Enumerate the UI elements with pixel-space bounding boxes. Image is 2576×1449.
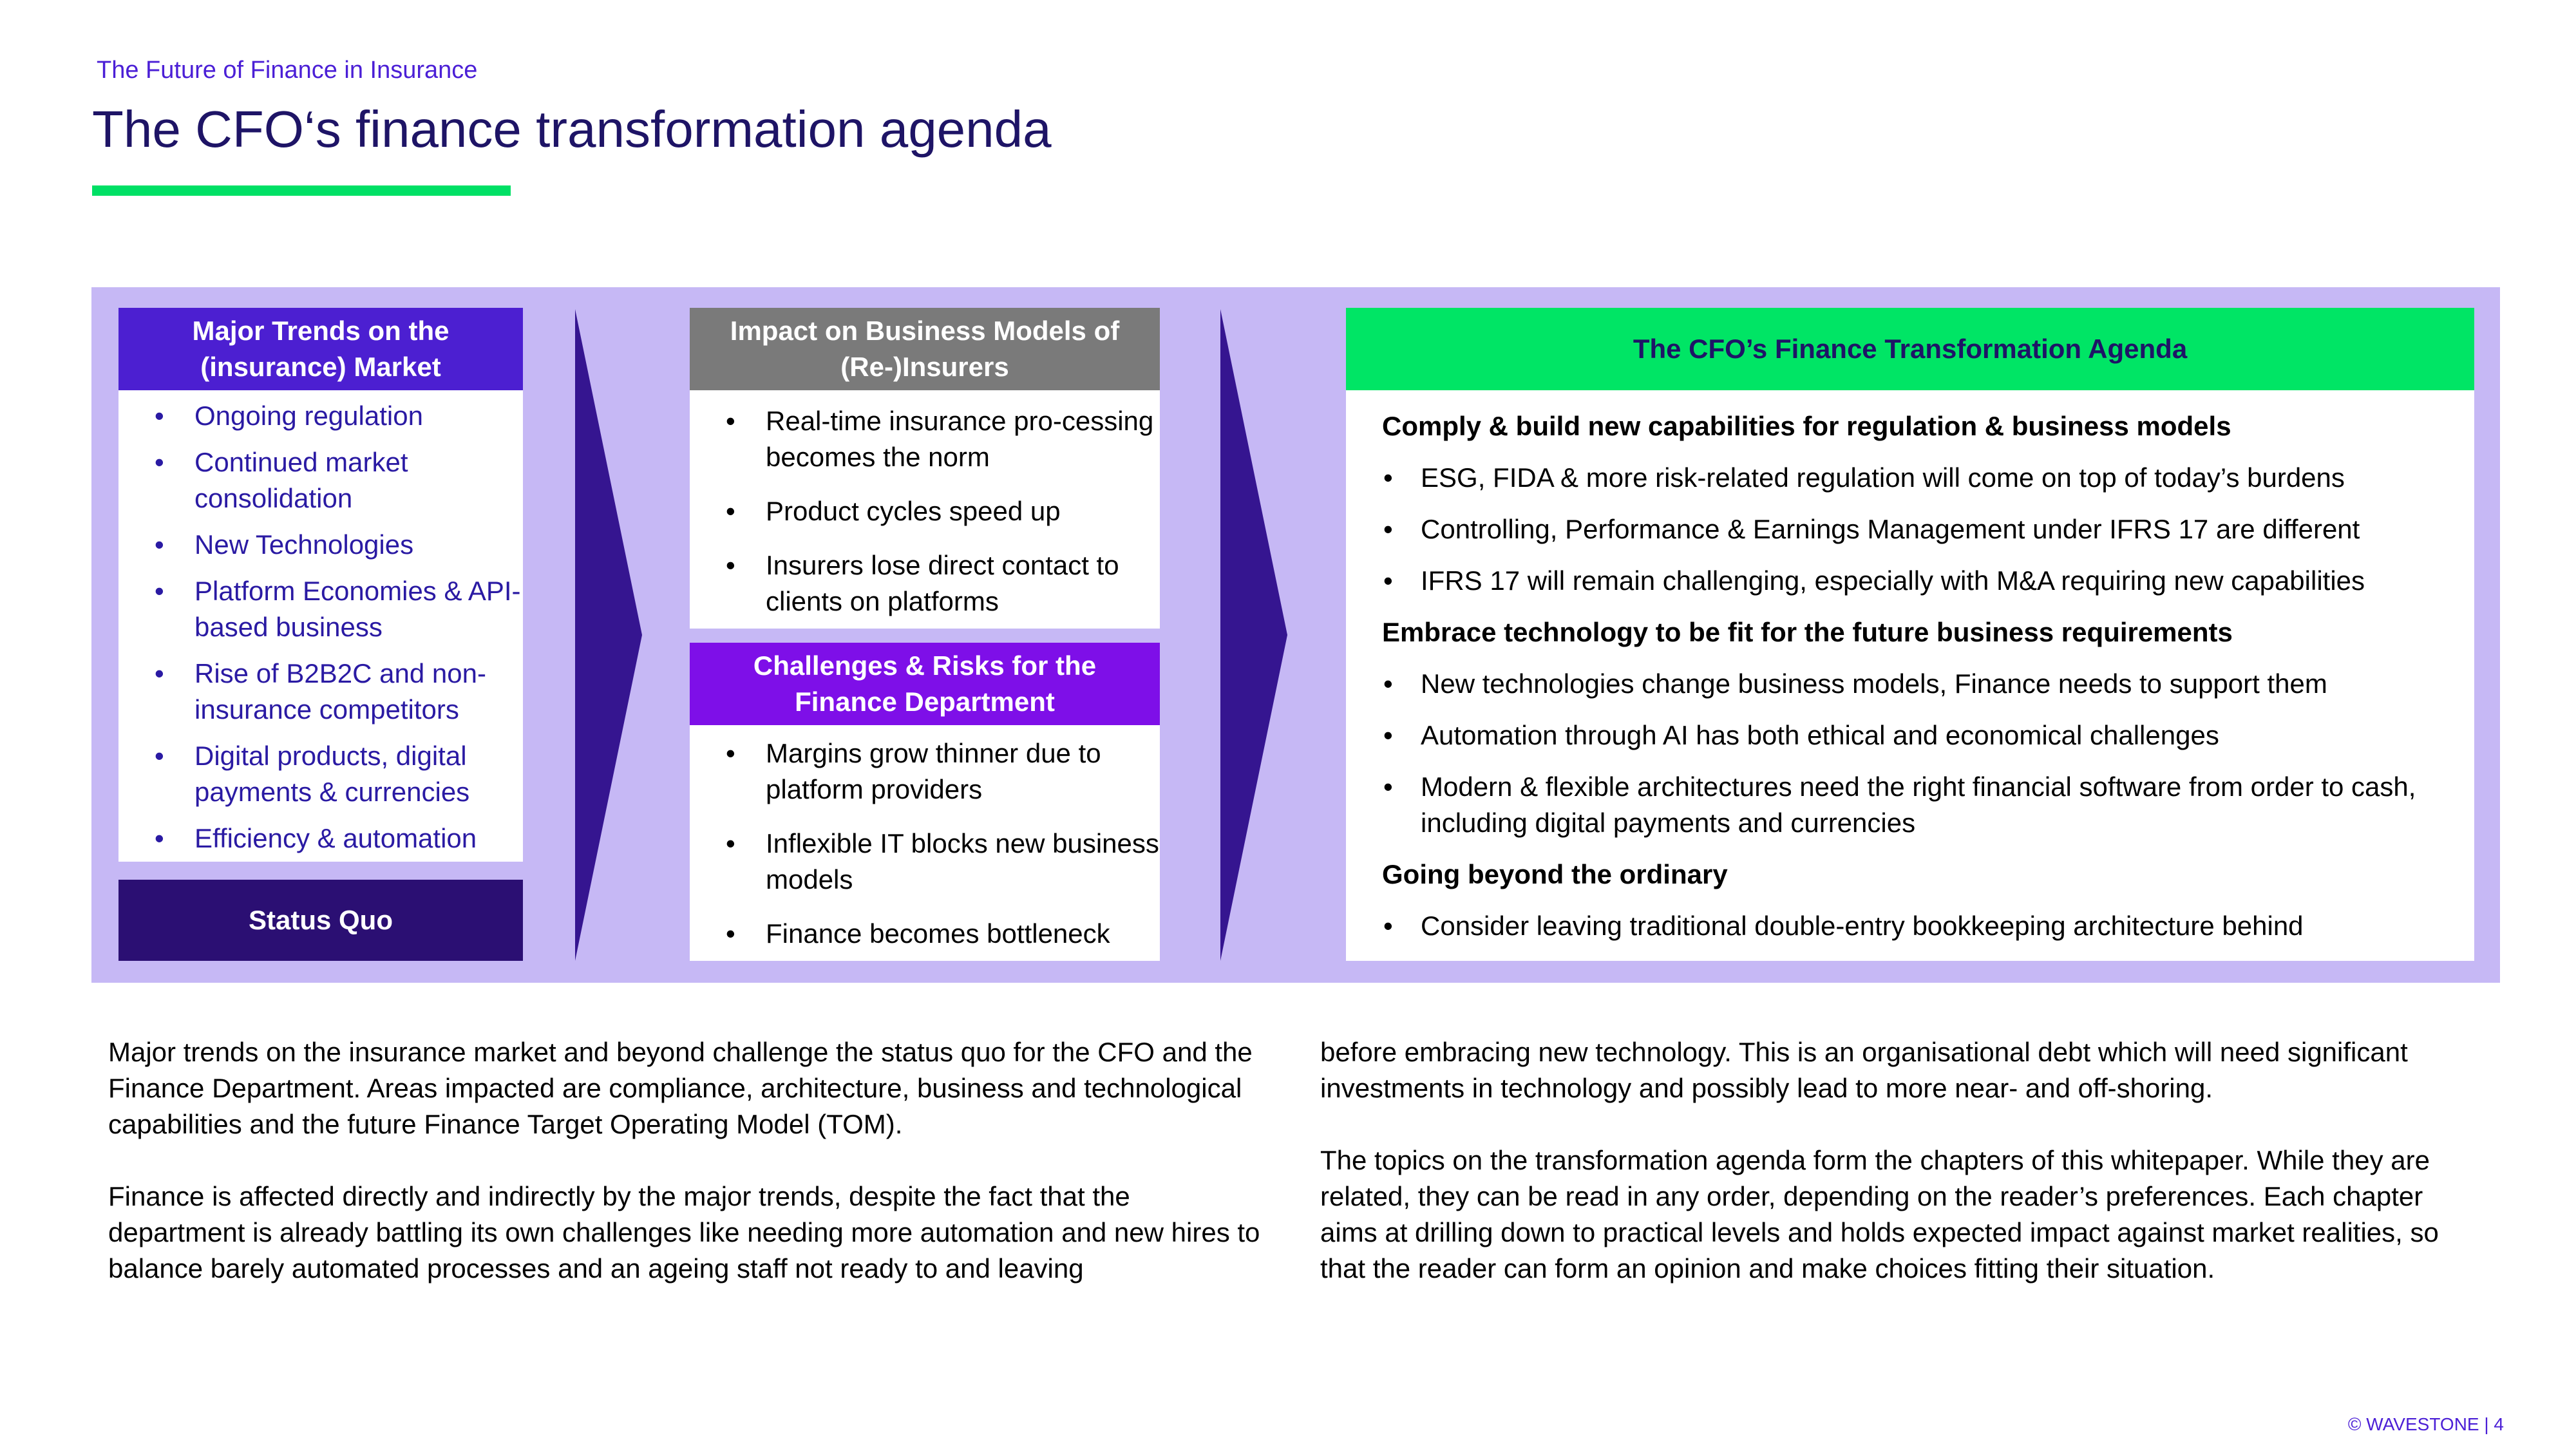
paragraph: Major trends on the insurance market and beyond challenge the status quo for the CFO and the Finance Department. Areas impacted are compliance, architecture, business and technological capabilities and the future Finance Target Operating Model (TOM). — [108, 1037, 1253, 1139]
paragraph: before embracing new technology. This is an organisational debt which will need significant investments in technology and possibly lead to more near- and off-shoring. — [1320, 1037, 2408, 1103]
agenda-list — [1382, 908, 2448, 944]
agenda-item: • IFRS 17 will remain challenging, especially with M&A requiring new capabilities — [1382, 563, 2448, 599]
impact-list — [690, 403, 1160, 620]
impact-item: • Insurers lose direct contact to clients on platforms — [690, 547, 1160, 620]
arrow-right-1 — [575, 309, 642, 961]
challenge-item: • Margins grow thinner due to platform providers — [690, 735, 1160, 808]
supertitle: The Future of Finance in Insurance — [97, 57, 478, 84]
agenda-section-heading: Embrace technology to be fit for the future business requirements — [1382, 617, 2233, 647]
agenda-item: • Modern & flexible architectures need the right financial software from order to cash, including digital payments and currencies — [1382, 769, 2448, 841]
agenda-item: • Automation through AI has both ethical and economical challenges — [1382, 717, 2448, 753]
agenda-section-heading: Going beyond the ordinary — [1382, 859, 1728, 889]
arrow-right-2 — [1220, 309, 1287, 961]
agenda-section-heading: Comply & build new capabilities for regulation & business models — [1382, 411, 2231, 441]
page-title: The CFO‘s finance transformation agenda — [92, 100, 1052, 158]
challenges-box — [690, 725, 1160, 961]
trend-item: • Digital products, digital payments & currencies — [118, 738, 523, 810]
trend-item: • Continued market consolidation — [118, 444, 523, 516]
agenda-item: • ESG, FIDA & more risk-related regulation will come on top of today’s burdens — [1382, 460, 2448, 496]
title-underline — [92, 185, 511, 196]
trends-box — [118, 390, 523, 862]
trend-item: • New Technologies — [118, 527, 523, 563]
trend-item: • Efficiency & automation — [118, 820, 523, 857]
challenges-list — [690, 735, 1160, 952]
trend-item: • Rise of B2B2C and non-insurance competitors — [118, 656, 523, 728]
impact-header: Impact on Business Models of (Re-)Insurers — [690, 308, 1160, 390]
challenges-header: Challenges & Risks for the Finance Department — [690, 643, 1160, 725]
agenda-box — [1346, 390, 2474, 961]
footer-copyright: © WAVESTONE | 4 — [2347, 1414, 2504, 1434]
agenda-item: • Consider leaving traditional double-entry bookkeeping architecture behind — [1382, 908, 2448, 944]
impact-item: • Real-time insurance pro-cessing becomes the norm — [690, 403, 1160, 475]
paragraph: Finance is affected directly and indirectly by the major trends, despite the fact that the department is already battling its own challenges like needing more automation and new hires to balance barely automated processes and an ageing staff not ready to and leaving — [108, 1181, 1260, 1283]
challenge-item: • Inflexible IT blocks new business models — [690, 826, 1160, 898]
paragraph: The topics on the transformation agenda form the chapters of this whitepaper. While they are related, they can be read in any order, depending on the reader’s preferences. Each chapter aims at drilling down to practical levels and holds expected impact against market realities, so that the reader can form an opinion and make choices fitting their situation. — [1320, 1145, 2439, 1283]
agenda-list — [1382, 460, 2448, 599]
body-text-right — [1320, 1034, 2479, 1323]
body-text-left — [108, 1034, 1261, 1323]
agenda-list — [1382, 666, 2448, 841]
impact-box — [690, 390, 1160, 629]
impact-item: • Product cycles speed up — [690, 493, 1160, 529]
agenda-header: The CFO’s Finance Transformation Agenda — [1346, 308, 2474, 390]
trends-list — [118, 398, 523, 857]
status-quo-box: Status Quo — [118, 880, 523, 961]
trend-item: • Platform Economies & API-based business — [118, 573, 523, 645]
trends-header: Major Trends on the (insurance) Market — [118, 308, 523, 390]
agenda-item: • Controlling, Performance & Earnings Management under IFRS 17 are different — [1382, 511, 2448, 547]
agenda-item: • New technologies change business models, Finance needs to support them — [1382, 666, 2448, 702]
trend-item: • Ongoing regulation — [118, 398, 523, 434]
challenge-item: • Finance becomes bottleneck — [690, 916, 1160, 952]
